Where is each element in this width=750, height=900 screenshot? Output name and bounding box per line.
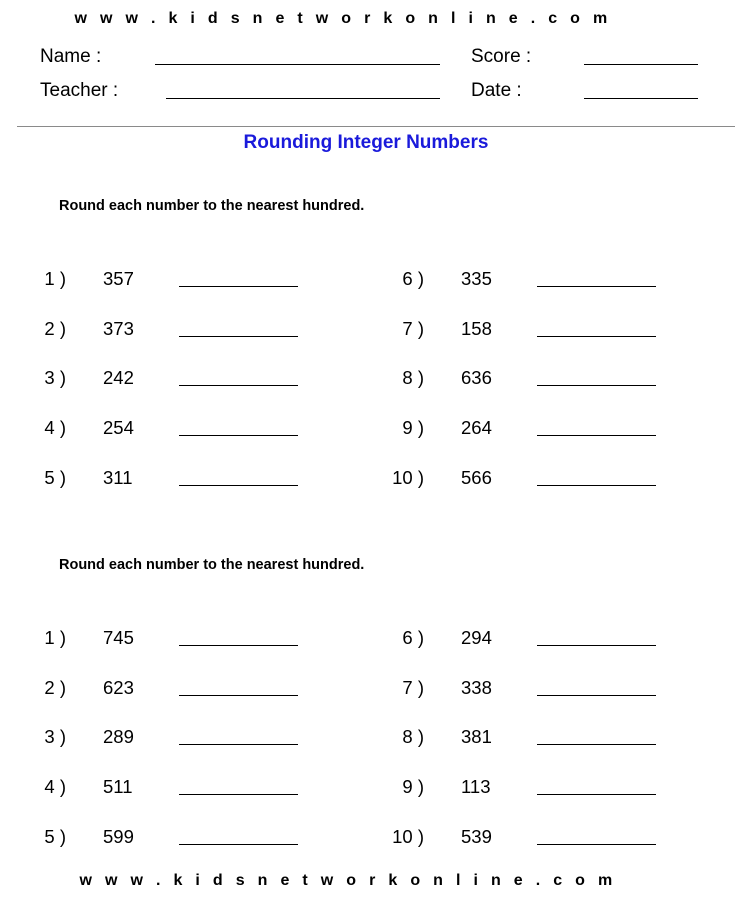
teacher-label: Teacher :: [40, 80, 119, 101]
problem-item: [0, 367, 340, 389]
answer-blank[interactable]: [179, 844, 298, 845]
name-blank[interactable]: [155, 64, 440, 65]
answer-blank[interactable]: [179, 435, 298, 436]
problem-value: 294: [461, 627, 492, 648]
problem-item: [358, 318, 698, 340]
problem-value: 381: [461, 726, 492, 748]
problem-number: 7 ): [402, 676, 424, 698]
problem-item: [358, 268, 698, 290]
date-blank[interactable]: [584, 98, 698, 99]
problem-number: 9 ): [402, 417, 424, 439]
answer-blank[interactable]: [537, 844, 656, 845]
website-footer: w w w . k i d s n e t w o r k o n l i n e . c o m: [79, 872, 617, 889]
problem-number: 2 ): [44, 317, 66, 339]
problem-item: [0, 417, 340, 439]
problem-value: 357: [103, 268, 134, 289]
problem-number: 3 ): [44, 367, 66, 389]
problem-item: [0, 467, 340, 489]
problem-item: [0, 627, 340, 649]
problem-number: 1 ): [44, 627, 66, 648]
problem-value: 539: [461, 825, 492, 847]
answer-blank[interactable]: [179, 744, 298, 745]
problem-value: 599: [103, 825, 134, 847]
problem-number: 2 ): [44, 676, 66, 698]
problem-item: [0, 677, 340, 699]
problem-item: [358, 467, 698, 489]
problem-item: [0, 826, 340, 848]
problem-value: 338: [461, 676, 492, 698]
problem-value: 158: [461, 317, 492, 339]
problem-item: [358, 627, 698, 649]
answer-blank[interactable]: [537, 336, 656, 337]
problem-item: [358, 417, 698, 439]
answer-blank[interactable]: [537, 485, 656, 486]
header-divider: [17, 126, 735, 127]
section-2-instruction: Round each number to the nearest hundred.: [59, 557, 365, 573]
date-label: Date :: [471, 80, 522, 101]
answer-blank[interactable]: [537, 286, 656, 287]
answer-blank[interactable]: [537, 794, 656, 795]
problem-item: [0, 318, 340, 340]
problem-number: 8 ): [402, 726, 424, 748]
answer-blank[interactable]: [179, 485, 298, 486]
section-1-instruction: Round each number to the nearest hundred.: [59, 198, 365, 214]
problem-value: 511: [103, 776, 133, 798]
problem-item: [358, 677, 698, 699]
score-blank[interactable]: [584, 64, 698, 65]
answer-blank[interactable]: [537, 435, 656, 436]
problem-number: 4 ): [44, 776, 66, 798]
problem-value: 566: [461, 466, 492, 488]
problem-number: 6 ): [402, 268, 424, 289]
problem-item: [358, 726, 698, 748]
problem-value: 264: [461, 417, 492, 439]
answer-blank[interactable]: [179, 336, 298, 337]
problem-item: [358, 826, 698, 848]
problem-value: 373: [103, 317, 134, 339]
answer-blank[interactable]: [179, 645, 298, 646]
problem-number: 5 ): [44, 466, 66, 488]
website-header: w w w . k i d s n e t w o r k o n l i n e . c o m: [74, 10, 612, 27]
problem-item: [0, 726, 340, 748]
problem-number: 10 ): [392, 466, 424, 488]
problem-number: 6 ): [402, 627, 424, 648]
problem-number: 8 ): [402, 367, 424, 389]
problem-value: 113: [461, 776, 491, 798]
problem-item: [0, 268, 340, 290]
problem-value: 311: [103, 466, 133, 488]
answer-blank[interactable]: [537, 744, 656, 745]
problem-item: [358, 776, 698, 798]
answer-blank[interactable]: [537, 645, 656, 646]
problem-value: 335: [461, 268, 492, 289]
problem-value: 254: [103, 417, 134, 439]
problem-number: 3 ): [44, 726, 66, 748]
problem-number: 7 ): [402, 317, 424, 339]
score-label: Score :: [471, 46, 532, 67]
problem-item: [358, 367, 698, 389]
name-label: Name :: [40, 46, 102, 67]
problem-number: 1 ): [44, 268, 66, 289]
problem-value: 636: [461, 367, 492, 389]
answer-blank[interactable]: [179, 794, 298, 795]
problem-value: 623: [103, 676, 134, 698]
problem-number: 5 ): [44, 825, 66, 847]
answer-blank[interactable]: [537, 695, 656, 696]
problem-number: 9 ): [402, 776, 424, 798]
teacher-blank[interactable]: [166, 98, 440, 99]
answer-blank[interactable]: [537, 385, 656, 386]
answer-blank[interactable]: [179, 695, 298, 696]
problem-item: [0, 776, 340, 798]
problem-number: 10 ): [392, 825, 424, 847]
problem-value: 745: [103, 627, 134, 648]
answer-blank[interactable]: [179, 385, 298, 386]
problem-value: 289: [103, 726, 134, 748]
answer-blank[interactable]: [179, 286, 298, 287]
problem-value: 242: [103, 367, 134, 389]
worksheet-title: Rounding Integer Numbers: [243, 132, 489, 153]
problem-number: 4 ): [44, 417, 66, 439]
